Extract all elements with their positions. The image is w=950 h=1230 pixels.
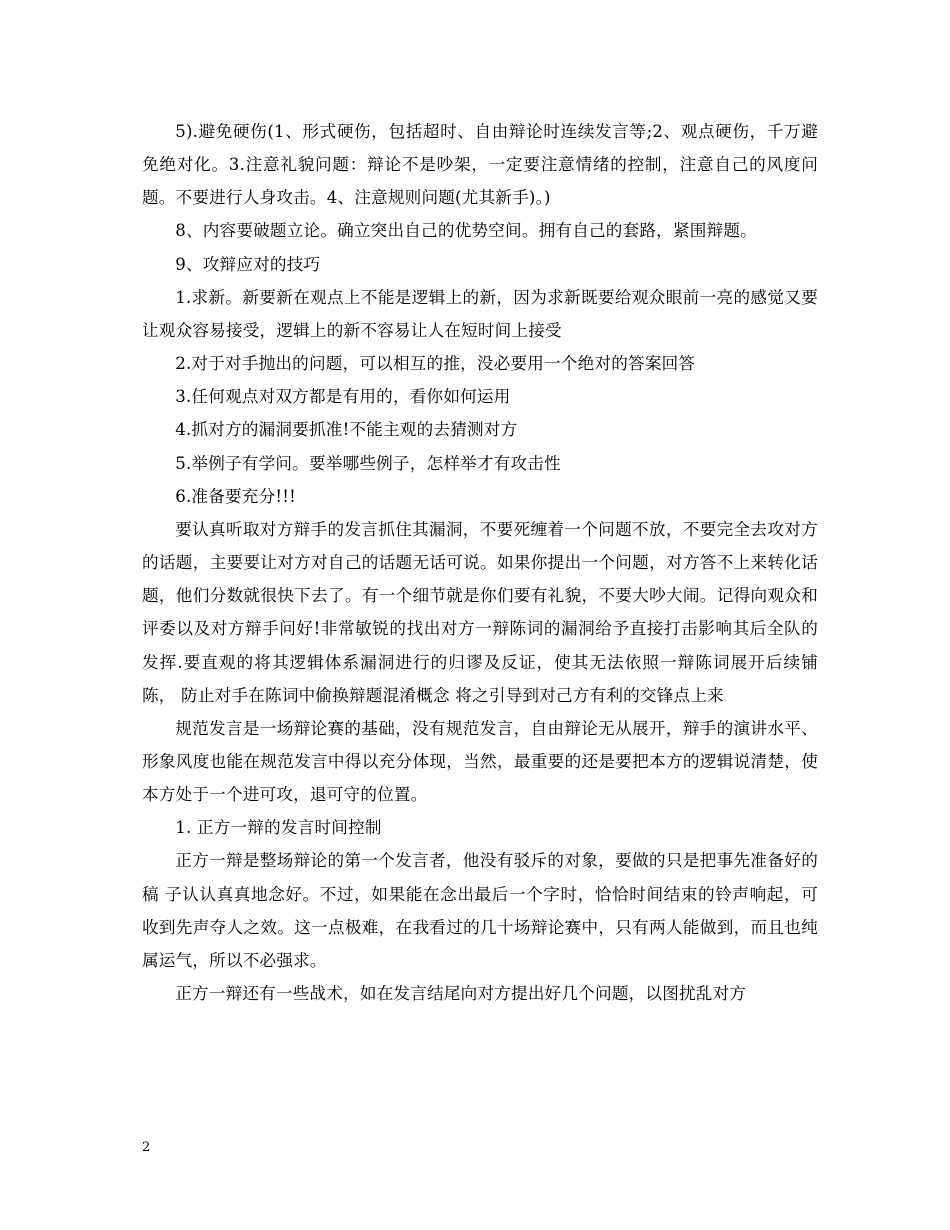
- paragraph-section-heading: 1. 正方一辩的发言时间控制: [175, 818, 382, 838]
- paragraph-listening: 要认真听取对方辩手的发言抓住其漏洞，不要死缠着一个问题不放，不要完全去攻对方的话题，主要要让对方对自己的话题无话可说。如果你提出一个问题，对方答不上来转化话题，他们分数就很快下去了。有一个细节就是你们要有礼貌，不要大吵大闹。记得向观众和评委以及对方辩手问好!非常敏锐的找出对方一辩陈词的漏洞给予直接打击影响其后全队的发挥.要直观的将其逻辑体系漏洞进行的归谬及反证，使其无法依照一辩陈词展开后续铺陈， 防止对手在陈词中偷换辩题混淆概念 将之引导到对己方有利的交锋点上来: [142, 519, 818, 705]
- paragraph-tip-4: 4.抓对方的漏洞要抓准!不能主观的去猜测对方: [175, 420, 518, 440]
- paragraph-heading-point-9: 9、攻辩应对的技巧: [175, 254, 321, 274]
- paragraph-tip-3: 3.任何观点对双方都是有用的，看你如何运用: [175, 387, 511, 407]
- paragraph-avoid-mistakes: 5).避免硬伤(1、形式硬伤，包括超时、自由辩论时连续发言等;2、观点硬伤，千万避免绝对化。3.注意礼貌问题：辩论不是吵架，一定要注意情绪的控制，注意自己的风度问题。不要进行人身攻击。4、注意规则问题(尤其新手)。): [142, 122, 818, 208]
- paragraph-tip-5: 5.举例子有学问。要举哪些例子，怎样举才有攻击性: [175, 453, 561, 473]
- paragraph-standard-speech: 规范发言是一场辩论赛的基础，没有规范发言，自由辩论无从展开，辩手的演讲水平、形象风度也能在规范发言中得以充分体现，当然，最重要的还是要把本方的逻辑说清楚，使本方处于一个进可攻，退可守的位置。: [142, 718, 818, 805]
- paragraph-tip-6: 6.准备要充分!!!: [175, 486, 296, 506]
- paragraph-first-speaker-tactics: 正方一辩还有一些战术，如在发言结尾向对方提出好几个问题，以图扰乱对方: [175, 984, 747, 1004]
- paragraph-tip-1: 1.求新。新要新在观点上不能是逻辑上的新，因为求新既要给观众眼前一亮的感觉又要让观众容易接受，逻辑上的新不容易让人在短时间上接受: [142, 287, 818, 340]
- paragraph-first-speaker: 正方一辩是整场辩论的第一个发言者，他没有驳斥的对象，要做的只是把事先准备好的稿 子认认真真地念好。不过，如果能在念出最后一个字时，恰恰时间结束的铃声响起，可收到先声夺人之效。这一点极难，在我看过的几十场辩论赛中，只有两人能做到，而且也纯属运气，所以不必强求。: [142, 851, 818, 970]
- document-body: [142, 115, 818, 1010]
- paragraph-tip-2: 2.对于对手抛出的问题，可以相互的推，没必要用一个绝对的答案回答: [175, 354, 696, 374]
- paragraph-content-point-8: 8、内容要破题立论。确立突出自己的优势空间。拥有自己的套路，紧围辩题。: [175, 221, 757, 241]
- page-number: 2: [142, 1140, 151, 1155]
